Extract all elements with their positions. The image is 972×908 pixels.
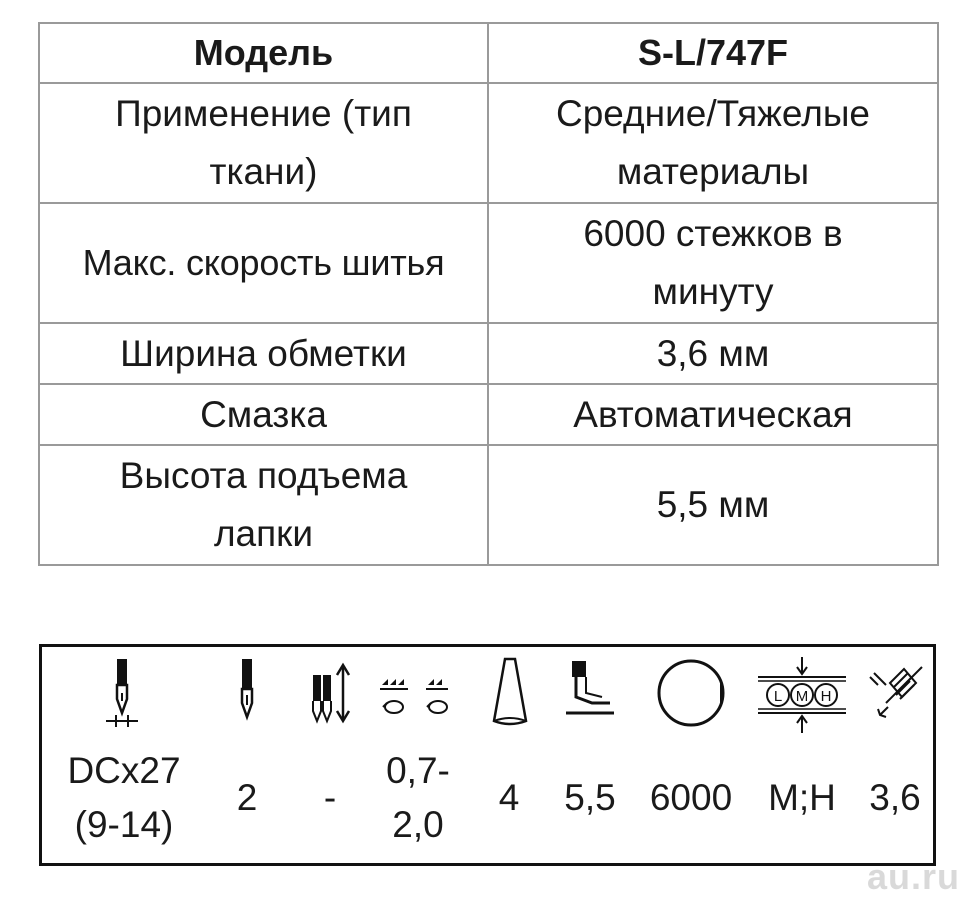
- needle-system-icon: [102, 655, 142, 731]
- spec-value: 6000 стежков в минуту: [488, 203, 938, 323]
- spec-label: Макс. скорость шитья: [39, 203, 488, 323]
- spec-row-application: [39, 83, 938, 203]
- differential-feed-value: 0,7- 2,0: [386, 750, 450, 845]
- spec-label: Смазка: [39, 384, 488, 445]
- spec-header-value: S-L/747F: [488, 23, 938, 83]
- thread-cone-value: 4: [498, 777, 520, 818]
- weight-letter-light: L: [773, 688, 783, 705]
- weight-letter-heavy: H: [820, 688, 832, 705]
- needle-system-value: DCx27 (9-14): [67, 750, 181, 845]
- spec-label: Ширина обметки: [39, 323, 488, 384]
- spec-value: 5,5 мм: [488, 445, 938, 565]
- needle-bar-stroke-value: -: [323, 777, 337, 818]
- spec-table: [38, 22, 939, 566]
- spec-label: Применение (тип ткани): [39, 83, 488, 203]
- spec-label: Высота подъема лапки: [39, 445, 488, 565]
- thread-cone-icon: [490, 655, 530, 731]
- weight-letter-medium: M: [795, 688, 809, 705]
- spec-row-max-speed: [39, 203, 938, 323]
- spec-header-row: [39, 23, 938, 83]
- material-weight-icon: [754, 655, 850, 735]
- presser-foot-lift-icon: [562, 655, 618, 731]
- presser-foot-lift-value: 5,5: [564, 777, 616, 818]
- spec-row-foot-lift: [39, 445, 938, 565]
- speed-value: 6000: [649, 777, 733, 818]
- material-weight-value: M;H: [768, 777, 836, 818]
- speed-circle-icon: [654, 655, 728, 731]
- needle-count-value: 2: [236, 777, 258, 818]
- icon-spec-panel: [39, 644, 936, 866]
- differential-feed-icon: [378, 655, 460, 731]
- spec-row-overlock-width: [39, 323, 938, 384]
- spec-value: Автоматическая: [488, 384, 938, 445]
- overlock-width-value: 3,6: [869, 777, 921, 818]
- spec-value: 3,6 мм: [488, 323, 938, 384]
- spec-header-label: Модель: [39, 23, 488, 83]
- watermark: au.ru: [866, 856, 960, 897]
- spec-value: Средние/Тяжелые материалы: [488, 83, 938, 203]
- needle-count-icon: [232, 655, 262, 731]
- overlock-width-icon: [864, 655, 930, 731]
- spec-row-lubrication: [39, 384, 938, 445]
- needle-bar-stroke-icon: [309, 655, 355, 731]
